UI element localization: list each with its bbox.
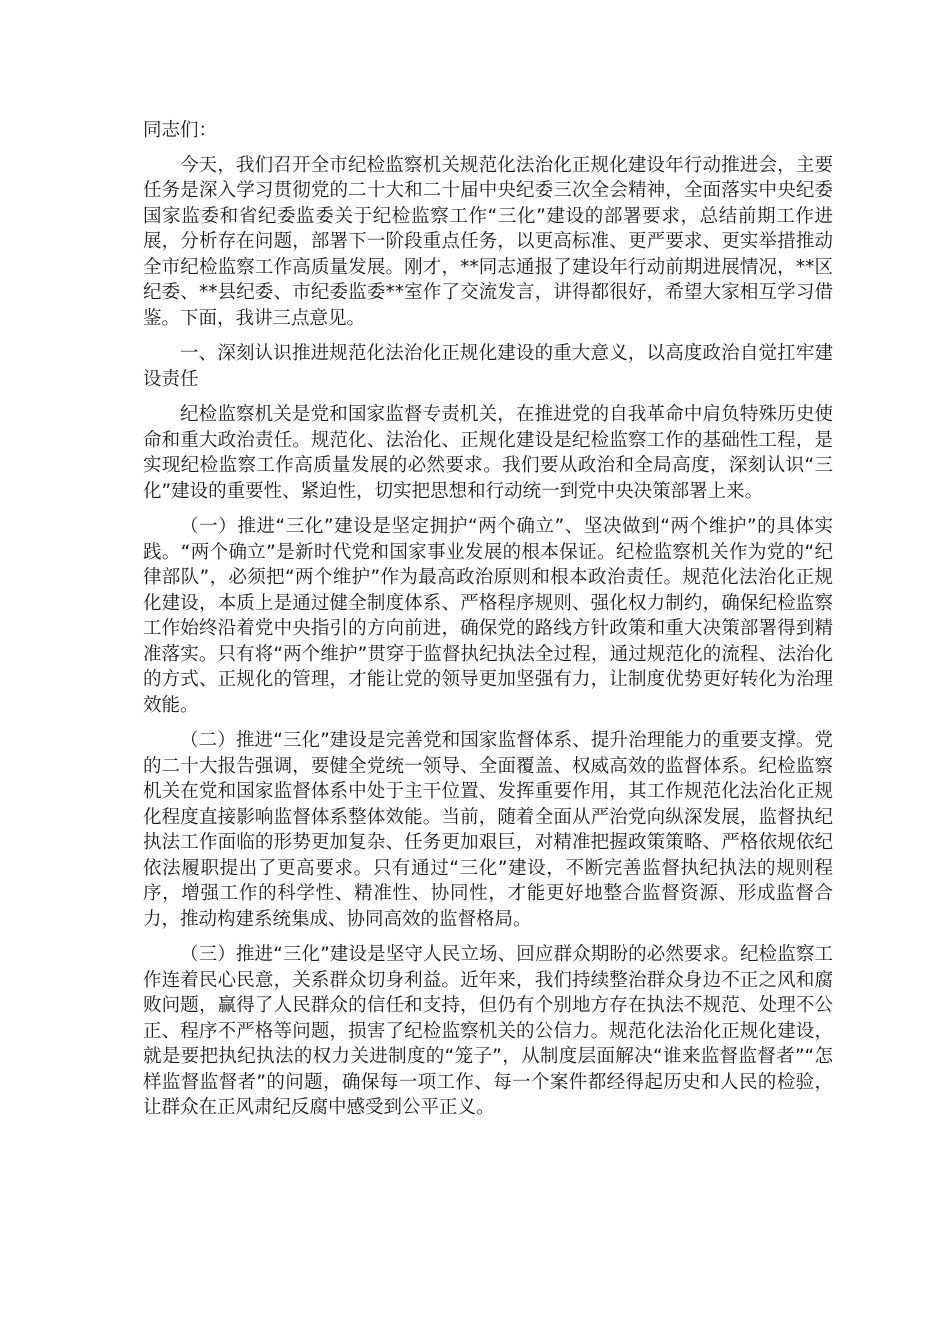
section-heading-1: 一、深刻认识推进规范化法治化正规化建设的重大意义，以高度政治自觉扛牢建设责任 [143, 343, 833, 390]
subsection-3-paragraph: （三）推进“三化”建设是坚守人民立场、回应群众期盼的必然要求。纪检监察工作连着民心民意，关系群众切身利益。近年来，我们持续整治群众身边不正之风和腐败问题，赢得了人民群众的信任和支持，但仍有个别地方存在执法不规范、处理不公正、程序不严格等问题，损害了纪检监察机关的公信力。规范化法治化正规化建设，就是要把执纪执法的权力关进制度的“笼子”，从制度层面解决“谁来监督监督者”“怎样监督监督者”的问题，确保每一项工作、每一个案件都经得起历史和人民的检验，让群众在正风肃纪反腐中感受到公平正义。 [143, 944, 833, 1118]
subsection-2-paragraph: （二）推进“三化”建设是完善党和国家监督体系、提升治理能力的重要支撑。党的二十大报告强调，要健全党统一领导、全面覆盖、权威高效的监督体系。纪检监察机关在党和国家监督体系中处于主干位置、发挥重要作用，其工作规范化法治化正规化程度直接影响监督体系整体效能。当前，随着全面从严治党向纵深发展，监督执纪执法工作面临的形势更加复杂、任务更加艰巨，对精准把握政策策略、严格依规依纪依法履职提出了更高要求。只有通过“三化”建设，不断完善监督执纪执法的规则程序，增强工作的科学性、精准性、协同性，才能更好地整合监督资源、形成监督合力，推动构建系统集成、协同高效的监督格局。 [143, 730, 833, 930]
greeting: 同志们： [143, 120, 218, 141]
intro-paragraph: 今天，我们召开全市纪检监察机关规范化法治化正规化建设年行动推进会，主要任务是深入学习贯彻党的二十大和二十届中央纪委三次全会精神，全面落实中央纪委国家监委和省纪委监委关于纪检监察工作“三化”建设的部署要求，总结前期工作进展，分析存在问题，部署下一阶段重点任务，以更高标准、更严要求、更实举措推动全市纪检监察工作高质量发展。刚才，**同志通报了建设年行动前期进展情况，**区纪委、**县纪委、市纪委监委**室作了交流发言，讲得都很好，希望大家相互学习借鉴。下面，我讲三点意见。 [143, 154, 833, 329]
document-body [143, 118, 833, 1121]
subsection-1-paragraph: （一）推进“三化”建设是坚定拥护“两个确立”、坚决做到“两个维护”的具体实践。“两个确立”是新时代党和国家事业发展的根本保证。纪检监察机关作为党的“纪律部队”，必须把“两个维护”作为最高政治原则和根本政治责任。规范化法治化正规化建设，本质上是通过健全制度体系、严格程序规则、强化权力制约，确保纪检监察工作始终沿着党中央指引的方向前进，确保党的路线方针政策和重大决策部署得到精准落实。只有将“两个维护”贯穿于监督执纪执法全过程，通过规范化的流程、法治化的方式、正规化的管理，才能让党的领导更加坚强有力，让制度优势更好转化为治理效能。 [143, 516, 833, 716]
section-1-paragraph: 纪检监察机关是党和国家监督专责机关，在推进党的自我革命中肩负特殊历史使命和重大政治责任。规范化、法治化、正规化建设是纪检监察工作的基础性工程，是实现纪检监察工作高质量发展的必然要求。我们要从政治和全局高度，深刻认识“三化”建设的重要性、紧迫性，切实把思想和行动统一到党中央决策部署上来。 [143, 404, 833, 502]
